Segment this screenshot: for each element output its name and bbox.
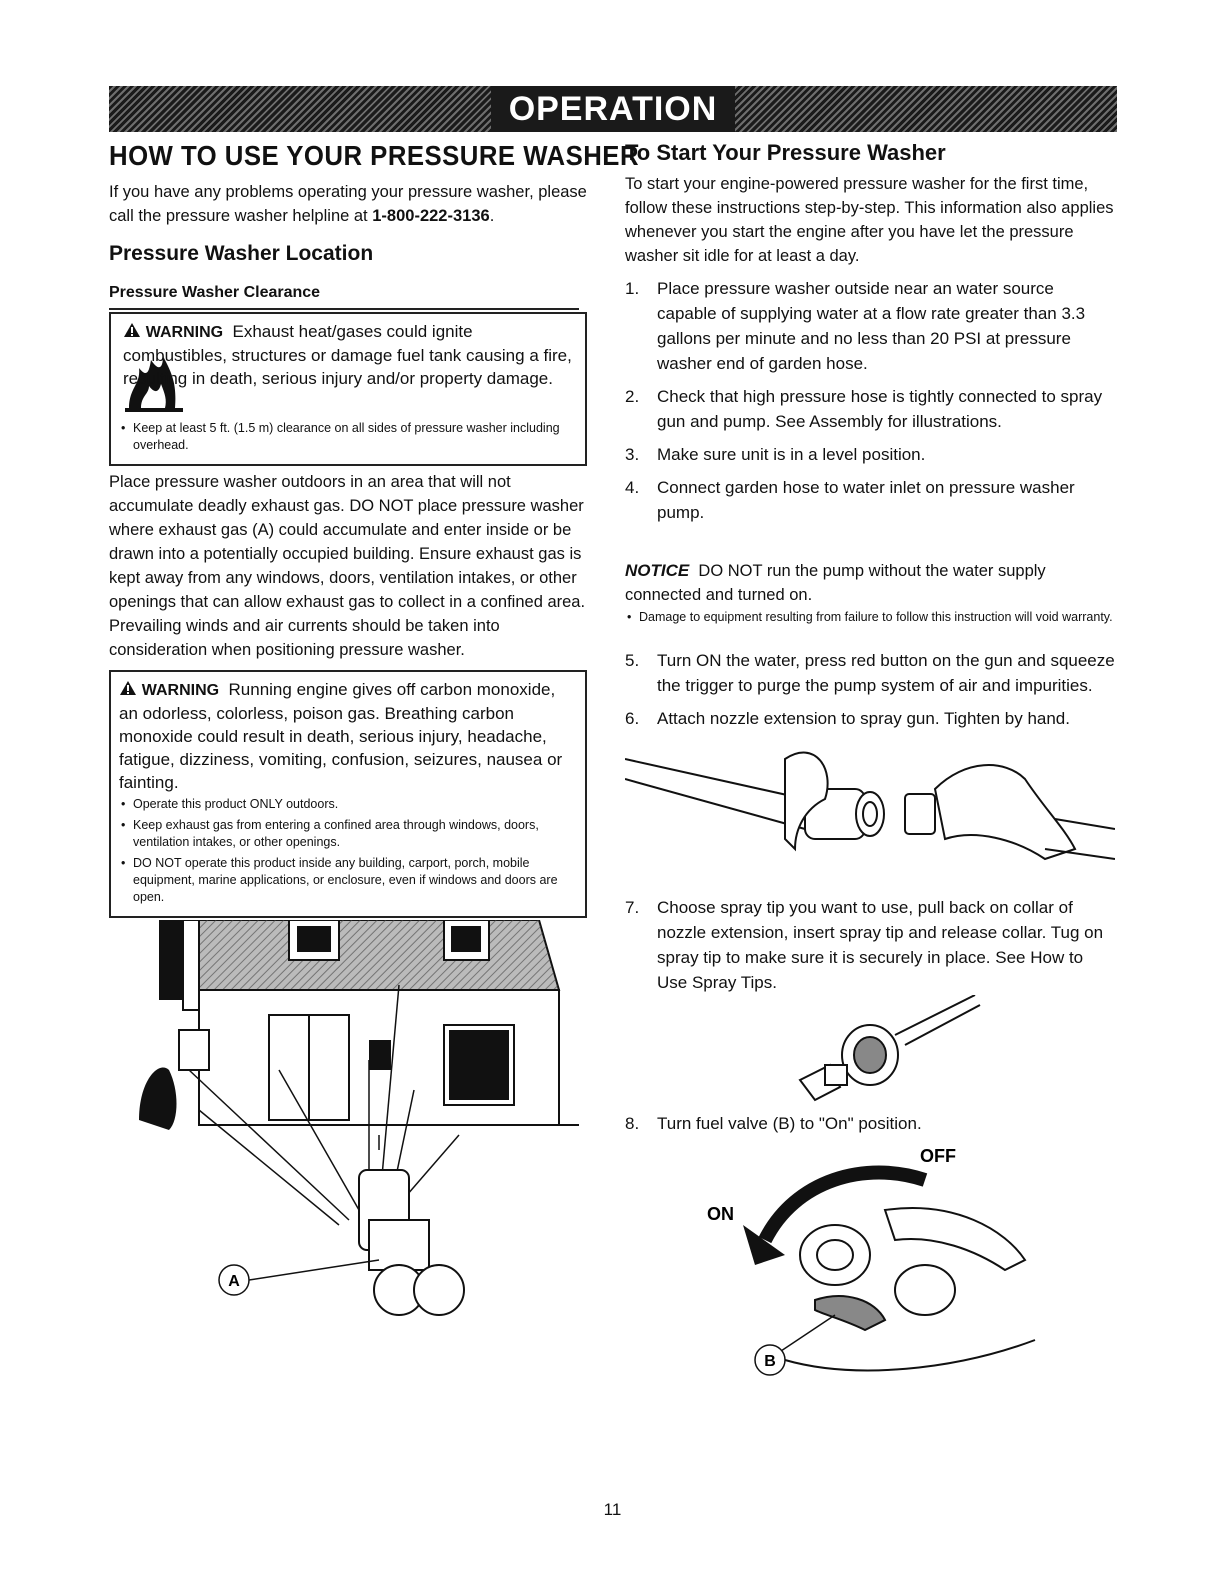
callout-a: A (228, 1273, 240, 1290)
warning-label: WARNING (145, 324, 224, 341)
page-title: HOW TO USE YOUR PRESSURE WASHER (109, 140, 640, 171)
notice-label: NOTICE (625, 561, 690, 580)
intro-paragraph: If you have any problems operating your pressure washer, please call the pressure washer helpline at 1-800-222-3136. (109, 183, 587, 225)
warning-bullet: • Keep at least 5 ft. (1.5 m) clearance on all sides of pressure washer including overhead. (119, 420, 575, 454)
step-item: 7. Choose spray tip you want to use, pull back on collar of nozzle extension, insert spray tip and release collar. Tug on spray tip to make sure it is securely in place. See How to Use Spray Tips. (625, 898, 1104, 992)
step-item: 2. Check that high pressure hose is tightly connected to spray gun and pump. See Assembly for illustrations. (625, 387, 1103, 431)
section-banner (109, 86, 1117, 132)
page-number: 11 (603, 1500, 622, 1519)
step-item: 3. Make sure unit is in a level position. (625, 445, 926, 464)
steps-list-b (625, 648, 1115, 731)
co-warning-box (109, 670, 587, 918)
step-item: 6. Attach nozzle extension to spray gun. Tighten by hand. (625, 709, 1070, 728)
step-item: 4. Connect garden hose to water inlet on pressure washer pump. (625, 478, 1075, 522)
placement-paragraph: Place pressure washer outdoors in an area that will not accumulate deadly exhaust gas. DO NOT place pressure washer where exhaust gas (A) could accumulate and enter inside or be drawn into a potentially occupied building. Ensure exhaust gas is kept away from any windows, doors, ventilation intakes, or other openings that can allow exhaust gas to collect in a confined area. Prevailing winds and air currents should be taken into consideration when positioning pressure washer. (109, 473, 586, 659)
fire-warning-box (109, 312, 587, 466)
warning-bullet: • DO NOT operate this product inside any building, carport, porch, mobile equipment, marine applications, or enclosure, even if windows and doors are open. (119, 855, 575, 906)
callout-b: B (764, 1353, 776, 1370)
step-item: 1. Place pressure washer outside near an water source capable of supplying water at a flow rate greater than 3.3 gallons per minute and no less than 20 PSI at pressure washer end of garden hose. (625, 279, 1086, 373)
helpline-number: 1-800-222-3136 (372, 207, 490, 225)
warning-triangle-icon (123, 322, 141, 338)
warning-bullet: • Keep exhaust gas from entering a confined area through windows, doors, ventilation intakes, or other openings. (119, 817, 575, 851)
left-column (109, 140, 640, 1340)
steps-list-a (625, 276, 1115, 525)
location-heading: Pressure Washer Location (109, 242, 374, 265)
warning-label: WARNING (141, 682, 220, 699)
notice-bullet: • Damage to equipment resulting from failure to follow this instruction will void warranty. (625, 609, 1115, 626)
notice-block (625, 559, 1115, 626)
valve-off-label: OFF (920, 1146, 956, 1166)
fuel-valve-illustration (625, 1140, 1115, 1390)
start-intro: To start your engine-powered pressure washer for the first time, follow these instructions step-by-step. This information also applies whenever you start the engine after you have let the pressure washer sit idle for at least a day. (625, 175, 1114, 265)
warning-text: Running engine gives off carbon monoxide, an odorless, colorless, poison gas. Breathing carbon monoxide could result in death, serious injury, headache, fatigue, dizziness, vomiting, confusion, seizures, nausea or fainting. (119, 680, 563, 792)
warning-triangle-icon (119, 680, 137, 696)
spray-tip-illustration (625, 995, 1115, 1105)
section-title: To Start Your Pressure Washer (625, 140, 946, 165)
clearance-heading: Pressure Washer Clearance (109, 284, 321, 301)
step-item: 8. Turn fuel valve (B) to "On" position. (625, 1114, 922, 1133)
step-7 (625, 895, 1115, 995)
valve-on-label: ON (707, 1204, 734, 1224)
right-column (625, 140, 1115, 1390)
step-8 (625, 1111, 1115, 1136)
warning-text: Exhaust heat/gases could ignite combustibles, structures or damage fuel tank causing a fire, resulting in death, serious injury and/or property damage. (123, 322, 572, 388)
step-item: 5. Turn ON the water, press red button on the gun and squeeze the trigger to purge the pump system of air and impurities. (625, 651, 1115, 695)
intro-text: If you have any problems operating your pressure washer, please call the pressure washer helpline at (109, 183, 587, 225)
house-exhaust-illustration (139, 920, 579, 1340)
banner-title: OPERATION (491, 86, 736, 132)
notice-text: DO NOT run the pump without the water supply connected and turned on. (625, 562, 1046, 604)
warning-bullet: • Operate this product ONLY outdoors. (119, 796, 575, 813)
nozzle-attach-illustration (625, 739, 1115, 889)
